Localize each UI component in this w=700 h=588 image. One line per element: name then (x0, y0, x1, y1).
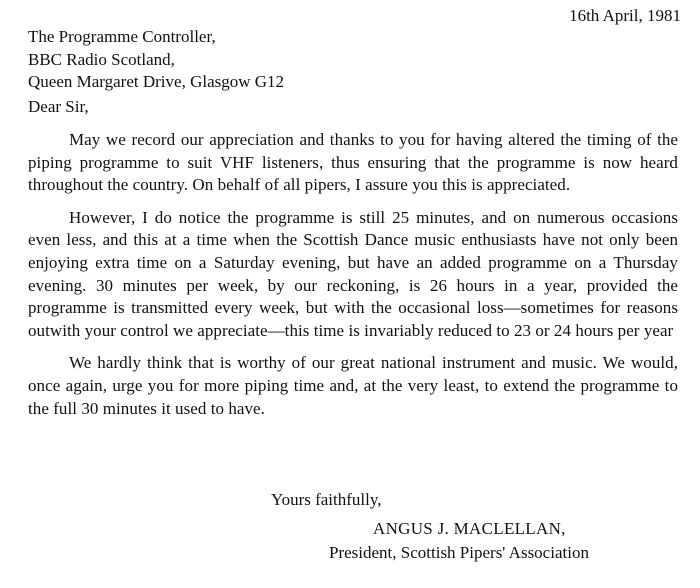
body-paragraph-3: We hardly think that is worthy of our great national instrument and music. We would, once again, urge you for more piping time and, at the very least, to extend the programme to the full 30 minutes it used to have. (28, 353, 678, 418)
signature-name: ANGUS J. MACLELLAN, (373, 519, 566, 538)
recipient-line-2: BBC Radio Scotland, (28, 49, 175, 69)
recipient-line-3: Queen Margaret Drive, Glasgow G12 (28, 72, 285, 92)
letter-body (28, 129, 678, 430)
body-paragraph-1: May we record our appreciation and thanks to you for having altered the timing of the piping programme to suit VHF listeners, thus ensuring that the programme is now heard throughout the country. On behalf of all pipers, I assure you this is appreciated. (28, 130, 678, 195)
signature-title: President, Scottish Pipers' Association (329, 543, 589, 562)
closing: Yours faithfully, (271, 490, 382, 509)
recipient-line-1: The Programme Controller, (28, 27, 216, 46)
body-paragraph-2: However, I do notice the programme is still 25 minutes, and on numerous occasions even less, and this at a time when the Scottish Dance music enthusiasts have not only been enjoying extra time on a Saturday evening, but have an added programme on a Thursday evening. 30 minutes per week, by our reckoning, is 26 hours in a year, provided the programme is transmitted every week, but with the occasional loss—sometimes for reasons outwith your control we appreciate—this time is invariably reduced to 23 or 24 hours per year (28, 207, 678, 340)
salutation: Dear Sir, (28, 97, 89, 116)
letter-date: 16th April, 1981 (569, 6, 681, 25)
recipient-address (28, 26, 284, 94)
